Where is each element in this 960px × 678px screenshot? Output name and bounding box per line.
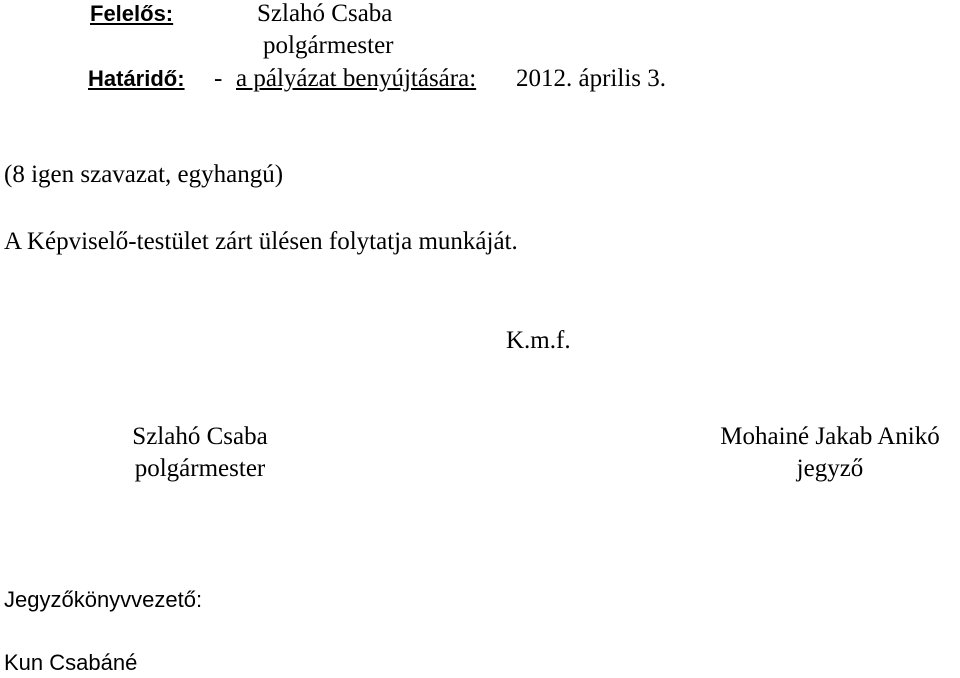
signature-notary-title: jegyző — [796, 455, 864, 482]
vote-result: (8 igen szavazat, egyhangú) — [4, 161, 284, 188]
signature-mayor-title: polgármester — [134, 455, 266, 482]
minutes-keeper-name: Kun Csabáné — [4, 650, 138, 675]
deadline-date: 2012. április 3. — [516, 65, 666, 92]
signature-notary-name: Mohainé Jakab Anikó — [720, 423, 940, 450]
responsible-title: polgármester — [263, 32, 394, 59]
signature-mayor-name: Szlahó Csaba — [132, 423, 268, 450]
deadline-dash: - — [214, 65, 223, 92]
responsible-name: Szlahó Csaba — [257, 0, 393, 27]
kmf-mark: K.m.f. — [506, 327, 571, 354]
responsible-label: Felelős: — [90, 1, 174, 26]
deadline-task: a pályázat benyújtására: — [236, 65, 477, 92]
minutes-keeper-label: Jegyzőkönyvvezető: — [4, 587, 203, 612]
deadline-label: Határidő: — [88, 66, 185, 91]
closing-statement: A Képviselő-testület zárt ülésen folytatja munkáját. — [4, 228, 518, 255]
